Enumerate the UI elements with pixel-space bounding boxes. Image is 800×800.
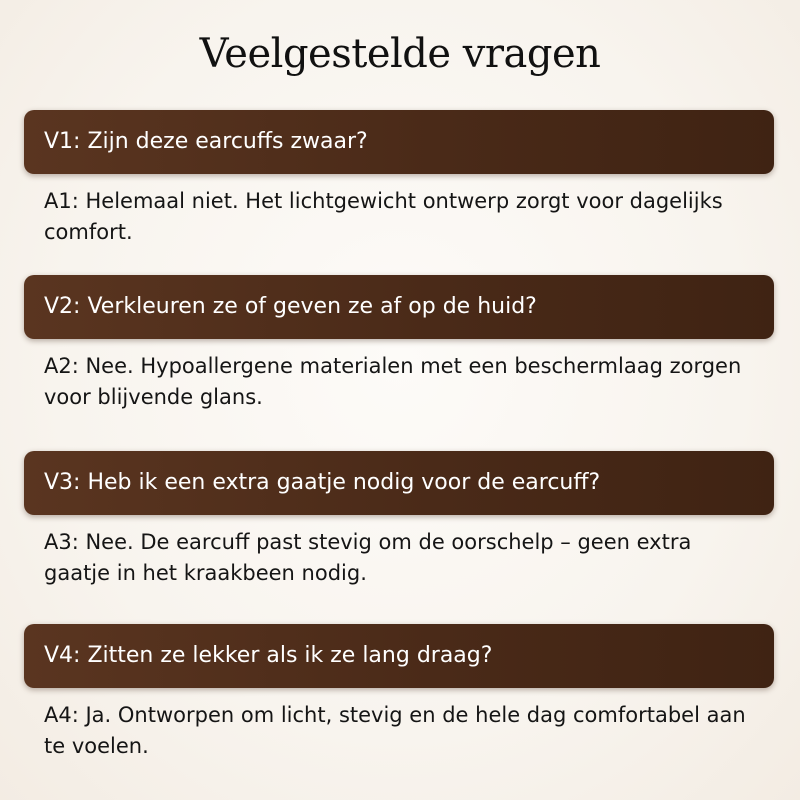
faq-question-4: V4: Zitten ze lekker als ik ze lang draag? <box>24 624 774 688</box>
faq-question-1: V1: Zijn deze earcuffs zwaar? <box>24 110 774 174</box>
faq-item-2 <box>24 275 774 413</box>
faq-answer-1: A1: Helemaal niet. Het lichtgewicht ontwerp zorgt voor dagelijks comfort. <box>44 189 723 244</box>
faq-answer-3: A3: Nee. De earcuff past stevig om de oorschelp – geen extra gaatje in het kraakbeen nodig. <box>44 530 692 585</box>
faq-answer-2: A2: Nee. Hypoallergene materialen met een beschermlaag zorgen voor blijvende glans. <box>44 354 742 409</box>
faq-question-2: V2: Verkleuren ze of geven ze af op de huid? <box>24 275 774 339</box>
faq-item-3 <box>24 451 774 589</box>
faq-item-1 <box>24 110 774 248</box>
faq-item-4 <box>24 624 774 762</box>
page-title: Veelgestelde vragen <box>199 31 601 77</box>
faq-question-3: V3: Heb ik een extra gaatje nodig voor de earcuff? <box>24 451 774 515</box>
faq-answer-4: A4: Ja. Ontworpen om licht, stevig en de hele dag comfortabel aan te voelen. <box>44 703 746 758</box>
